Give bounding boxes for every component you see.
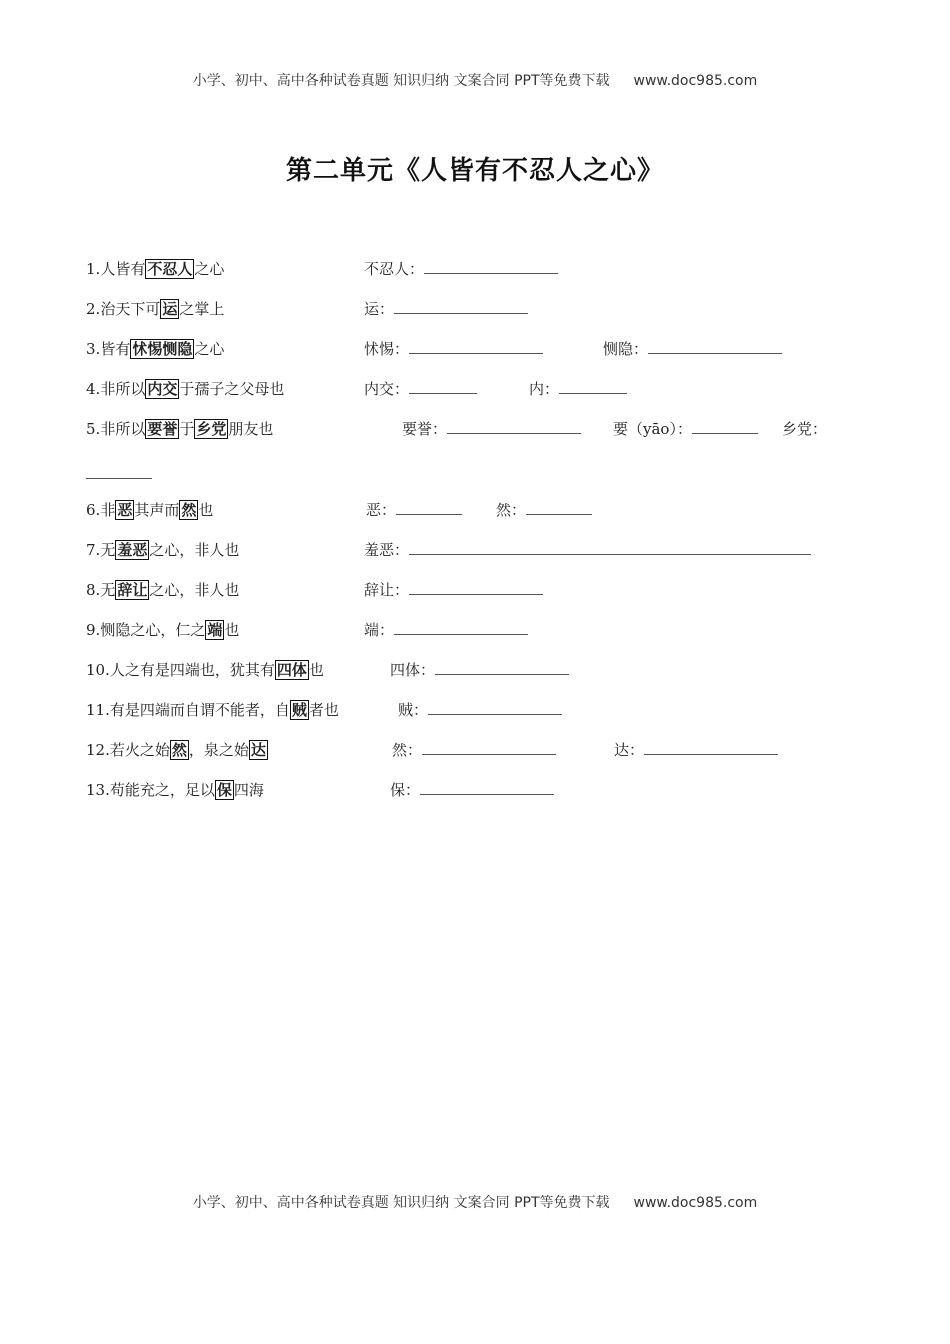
boxed-word: 四体 <box>276 661 307 679</box>
answer-blank[interactable] <box>420 778 554 795</box>
answer-fields: 保： <box>390 778 554 802</box>
answer-fields: 怵惕： 恻隐： <box>364 337 782 361</box>
header-site: www.doc985.com <box>633 73 758 89</box>
boxed-word: 不忍人 <box>147 260 193 278</box>
answer-blank[interactable] <box>394 297 528 314</box>
question-text: 6.非 恶 其声而 然 也 <box>86 501 214 519</box>
boxed-word: 然 <box>181 501 197 519</box>
answer-blank[interactable] <box>526 498 592 515</box>
boxed-word: 然 <box>171 741 187 759</box>
answer-fields: 不忍人： <box>364 257 558 281</box>
answer-fields: 内交： 内： <box>364 377 627 401</box>
answer-blank[interactable] <box>424 257 558 274</box>
page-footer <box>0 1192 950 1212</box>
answer-blank[interactable] <box>648 337 782 354</box>
question-text: 7.无 羞恶 之心，非人也 <box>86 541 240 559</box>
answer-blank[interactable] <box>692 417 758 434</box>
answer-fields: 然： 达： <box>392 738 778 762</box>
answer-blank[interactable] <box>435 658 569 675</box>
answer-blank[interactable] <box>394 618 528 635</box>
boxed-word: 保 <box>216 781 232 799</box>
answer-blank[interactable] <box>447 417 581 434</box>
boxed-word: 乡党 <box>196 420 227 438</box>
answer-blank[interactable] <box>409 377 477 394</box>
header-text: 小学、初中、高中各种试卷真题 知识归纳 文案合同 PPT等免费下载 <box>192 73 610 89</box>
answer-blank[interactable] <box>409 538 811 555</box>
question-text: 2.治天下可 运 之掌上 <box>86 300 225 318</box>
answer-blank[interactable] <box>409 337 543 354</box>
boxed-word: 怵惕恻隐 <box>132 340 193 358</box>
footer-site: www.doc985.com <box>633 1195 758 1211</box>
boxed-word: 贼 <box>291 701 307 719</box>
question-text: 11.有是四端而自谓不能者，自 贼 者也 <box>86 701 339 719</box>
answer-blank[interactable] <box>396 498 462 515</box>
boxed-word: 内交 <box>147 380 178 398</box>
boxed-word: 辞让 <box>117 581 148 599</box>
page-title: 第二单元《人皆有不忍人之心》 <box>285 156 664 186</box>
boxed-word: 要誉 <box>147 420 178 438</box>
question-text: 12.若火之始 然 ，泉之始 达 <box>86 741 266 759</box>
answer-fields: 要誉： 要（yāo）： 乡党： <box>402 417 827 441</box>
question-text: 5.非所以 要誉 于 乡党 朋友也 <box>86 420 274 438</box>
question-text: 4.非所以 内交 于孺子之父母也 <box>86 380 285 398</box>
question-text: 10.人之有是四端也，犹其有 四体 也 <box>86 661 324 679</box>
page-header <box>0 70 950 90</box>
question-text: 3.皆有 怵惕恻隐 之心 <box>86 340 225 358</box>
answer-fields: 贼： <box>398 698 562 722</box>
answer-fields: 端： <box>364 618 528 642</box>
answer-fields: 辞让： <box>364 578 543 602</box>
answer-blank[interactable] <box>644 738 778 755</box>
question-text: 9.恻隐之心，仁之 端 也 <box>86 621 240 639</box>
answer-blank[interactable] <box>559 377 627 394</box>
boxed-word: 运 <box>162 300 178 318</box>
answer-blank-continued[interactable] <box>86 478 152 479</box>
question-text: 13.苟能充之，足以 保 四海 <box>86 781 264 799</box>
footer-text: 小学、初中、高中各种试卷真题 知识归纳 文案合同 PPT等免费下载 <box>192 1195 610 1211</box>
question-text: 1.人皆有 不忍人 之心 <box>86 260 225 278</box>
answer-fields: 羞恶： <box>364 538 811 562</box>
answer-blank[interactable] <box>422 738 556 755</box>
boxed-word: 达 <box>250 741 266 759</box>
answer-fields: 运： <box>364 297 528 321</box>
answer-blank[interactable] <box>428 698 562 715</box>
question-text: 8.无 辞让 之心，非人也 <box>86 581 240 599</box>
boxed-word: 端 <box>207 621 223 639</box>
answer-fields: 恶： 然： <box>366 498 592 522</box>
boxed-word: 羞恶 <box>117 541 148 559</box>
answer-fields: 四体： <box>390 658 569 682</box>
answer-blank[interactable] <box>409 578 543 595</box>
boxed-word: 恶 <box>117 501 133 519</box>
